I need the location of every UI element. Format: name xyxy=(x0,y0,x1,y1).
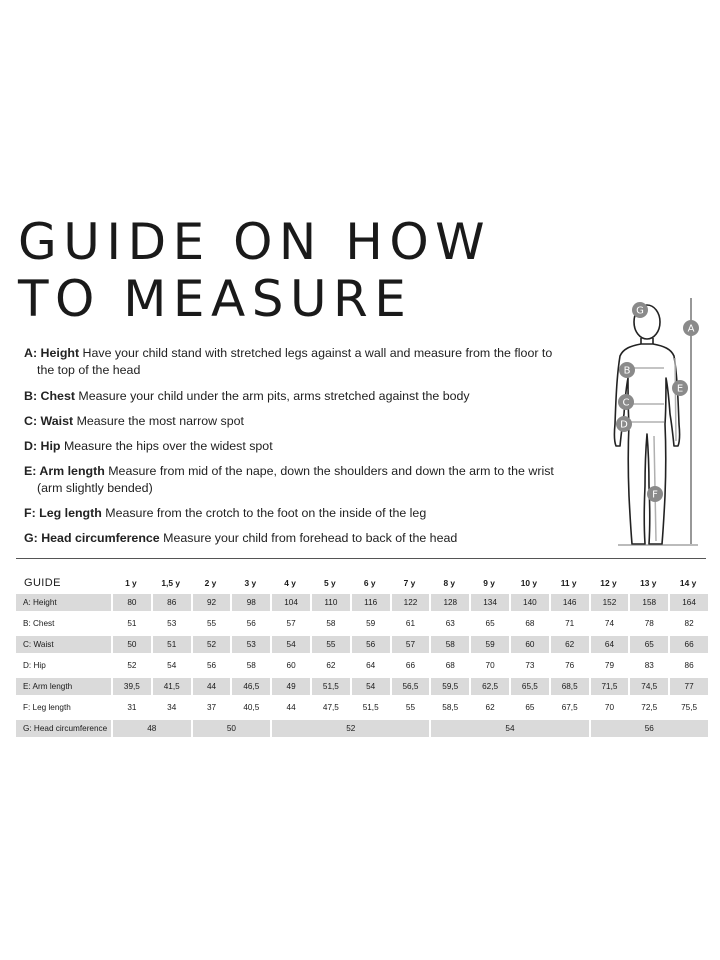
row-label: A: Height xyxy=(16,594,111,611)
instruction-arm-length: E: Arm length Measure from mid of the nape, down the shoulders and down the arm to the wrist (arm slightly bended) xyxy=(24,464,554,495)
table-row-hip xyxy=(16,657,708,674)
table-cell: 58,5 xyxy=(429,699,469,716)
column-header: 14 y xyxy=(679,578,697,588)
table-cell: 146 xyxy=(549,594,589,611)
title-line-2: TO MEASURE xyxy=(18,270,413,328)
table-cell: 60 xyxy=(509,636,549,653)
table-cell: 66 xyxy=(390,657,430,674)
table-cell: 52 xyxy=(111,657,151,674)
table-cell: 60 xyxy=(270,657,310,674)
marker-f-icon xyxy=(647,486,663,502)
table-cell: 78 xyxy=(628,615,668,632)
svg-text:B: B xyxy=(623,365,631,377)
table-cell: 158 xyxy=(628,594,668,611)
table-row-arm-length xyxy=(16,678,708,695)
table-cell: 52 xyxy=(270,720,429,737)
table-cell: 86 xyxy=(668,657,708,674)
table-cell: 54 xyxy=(270,636,310,653)
table-cell: 31 xyxy=(111,699,151,716)
instruction-waist: C: Waist Measure the most narrow spot xyxy=(24,414,244,428)
svg-text:E: E xyxy=(676,383,684,395)
table-cell: 75,5 xyxy=(668,699,708,716)
table-cell: 164 xyxy=(668,594,708,611)
table-cell: 51 xyxy=(151,636,191,653)
column-header: 2 y xyxy=(204,578,217,588)
table-row-height xyxy=(16,594,708,611)
table-cell: 51,5 xyxy=(350,699,390,716)
table-cell: 80 xyxy=(111,594,151,611)
table-cell: 92 xyxy=(191,594,231,611)
table-cell: 37 xyxy=(191,699,231,716)
column-header: 9 y xyxy=(483,578,495,588)
table-cell: 71 xyxy=(549,615,589,632)
table-cell: 44 xyxy=(191,678,231,695)
table-cell: 54 xyxy=(151,657,191,674)
row-label: B: Chest xyxy=(16,615,111,632)
instruction-leg-length: F: Leg length Measure from the crotch to the foot on the inside of the leg xyxy=(24,506,427,520)
marker-a-icon xyxy=(683,320,699,336)
row-label: F: Leg length xyxy=(16,699,111,716)
table-cell: 51 xyxy=(111,615,151,632)
table-cell: 58 xyxy=(230,657,270,674)
column-header: 8 y xyxy=(443,578,456,588)
table-cell: 82 xyxy=(668,615,708,632)
table-cell: 59,5 xyxy=(429,678,469,695)
table-row-head-circumference xyxy=(16,720,708,737)
table-cell: 65,5 xyxy=(509,678,549,695)
page-title xyxy=(18,214,578,328)
table-cell: 62 xyxy=(549,636,589,653)
table-cell: 56 xyxy=(230,615,270,632)
table-cell: 65 xyxy=(509,699,549,716)
table-cell: 83 xyxy=(628,657,668,674)
table-cell: 110 xyxy=(310,594,350,611)
column-header: 5 y xyxy=(324,578,336,588)
table-cell: 56 xyxy=(191,657,231,674)
table-cell: 68 xyxy=(509,615,549,632)
table-cell: 47,5 xyxy=(310,699,350,716)
table-cell: 62,5 xyxy=(469,678,509,695)
table-cell: 67,5 xyxy=(549,699,589,716)
table-cell: 62 xyxy=(469,699,509,716)
table-cell: 66 xyxy=(668,636,708,653)
svg-text:D: D xyxy=(620,419,628,431)
table-cell: 98 xyxy=(230,594,270,611)
table-cell: 55 xyxy=(310,636,350,653)
table-cell: 72,5 xyxy=(628,699,668,716)
table-cell: 54 xyxy=(429,720,588,737)
table-cell: 77 xyxy=(668,678,708,695)
table-cell: 55 xyxy=(191,615,231,632)
table-cell: 61 xyxy=(390,615,430,632)
table-row-chest xyxy=(16,615,708,632)
table-cell: 48 xyxy=(111,720,191,737)
marker-e-icon xyxy=(672,380,688,396)
table-cell: 128 xyxy=(429,594,469,611)
table-cell: 56 xyxy=(350,636,390,653)
table-cell: 86 xyxy=(151,594,191,611)
table-header-row xyxy=(16,576,708,590)
table-cell: 104 xyxy=(270,594,310,611)
svg-text:G: G xyxy=(636,305,644,317)
table-cell: 73 xyxy=(509,657,549,674)
marker-g-icon xyxy=(632,302,648,318)
table-cell: 50 xyxy=(191,720,271,737)
column-header: 6 y xyxy=(363,578,376,588)
table-cell: 58 xyxy=(310,615,350,632)
table-cell: 56,5 xyxy=(390,678,430,695)
table-header-guide: GUIDE xyxy=(24,577,61,589)
table-cell: 71,5 xyxy=(589,678,629,695)
table-cell: 57 xyxy=(270,615,310,632)
table-cell: 50 xyxy=(111,636,151,653)
table-cell: 64 xyxy=(589,636,629,653)
title-line-1: GUIDE ON HOW xyxy=(18,213,492,271)
table-cell: 34 xyxy=(151,699,191,716)
table-cell: 74,5 xyxy=(628,678,668,695)
table-cell: 49 xyxy=(270,678,310,695)
instruction-head-circumference: G: Head circumference Measure your child from forehead to back of the head xyxy=(24,531,458,545)
table-cell: 70 xyxy=(589,699,629,716)
row-label: G: Head circumference xyxy=(16,720,111,737)
table-row-waist xyxy=(16,636,708,653)
table-cell: 51,5 xyxy=(310,678,350,695)
table-cell: 65 xyxy=(469,615,509,632)
column-header: 7 y xyxy=(403,578,416,588)
column-header: 1,5 y xyxy=(161,578,181,588)
table-cell: 64 xyxy=(350,657,390,674)
svg-text:A: A xyxy=(687,323,695,335)
table-cell: 53 xyxy=(230,636,270,653)
measurement-instructions xyxy=(24,345,554,555)
table-cell: 116 xyxy=(350,594,390,611)
table-cell: 59 xyxy=(469,636,509,653)
table-cell: 52 xyxy=(191,636,231,653)
table-cell: 39,5 xyxy=(111,678,151,695)
table-cell: 140 xyxy=(509,594,549,611)
table-cell: 46,5 xyxy=(230,678,270,695)
table-cell: 44 xyxy=(270,699,310,716)
measurement-bands xyxy=(630,358,676,541)
table-cell: 40,5 xyxy=(230,699,270,716)
column-header: 12 y xyxy=(600,578,617,588)
size-guide-body xyxy=(16,594,708,737)
row-label: C: Waist xyxy=(16,636,111,653)
table-cell: 55 xyxy=(390,699,430,716)
table-cell: 70 xyxy=(469,657,509,674)
instruction-hip: D: Hip Measure the hips over the widest spot xyxy=(24,439,273,453)
table-cell: 79 xyxy=(589,657,629,674)
instruction-chest: B: Chest Measure your child under the arm pits, arms stretched against the body xyxy=(24,389,470,403)
row-label: D: Hip xyxy=(16,657,111,674)
size-guide-table xyxy=(16,572,708,741)
table-cell: 54 xyxy=(350,678,390,695)
table-cell: 65 xyxy=(628,636,668,653)
marker-c-icon xyxy=(618,394,634,410)
column-header: 13 y xyxy=(640,578,657,588)
table-cell: 63 xyxy=(429,615,469,632)
table-cell: 68 xyxy=(429,657,469,674)
marker-b-icon xyxy=(619,362,635,378)
svg-text:C: C xyxy=(622,397,630,409)
table-cell: 59 xyxy=(350,615,390,632)
column-header: 1 y xyxy=(125,578,137,588)
table-cell: 76 xyxy=(549,657,589,674)
table-cell: 122 xyxy=(390,594,430,611)
table-cell: 74 xyxy=(589,615,629,632)
table-cell: 68,5 xyxy=(549,678,589,695)
table-cell: 53 xyxy=(151,615,191,632)
table-cell: 62 xyxy=(310,657,350,674)
marker-d-icon xyxy=(616,416,632,432)
table-cell: 56 xyxy=(589,720,708,737)
column-header: 3 y xyxy=(244,578,257,588)
table-cell: 134 xyxy=(469,594,509,611)
child-measurement-figure xyxy=(598,296,706,552)
column-header: 4 y xyxy=(284,578,296,588)
table-cell: 57 xyxy=(390,636,430,653)
section-divider xyxy=(16,558,706,559)
row-label: E: Arm length xyxy=(16,678,111,695)
table-cell: 152 xyxy=(589,594,629,611)
table-row-leg-length xyxy=(16,699,708,716)
column-header: 11 y xyxy=(560,578,577,588)
table-cell: 41,5 xyxy=(151,678,191,695)
column-header: 10 y xyxy=(520,578,538,588)
instruction-height: A: Height Have your child stand with stretched legs against a wall and measure from the floor to the top of the head xyxy=(24,346,553,377)
table-cell: 58 xyxy=(429,636,469,653)
svg-text:F: F xyxy=(652,489,658,501)
